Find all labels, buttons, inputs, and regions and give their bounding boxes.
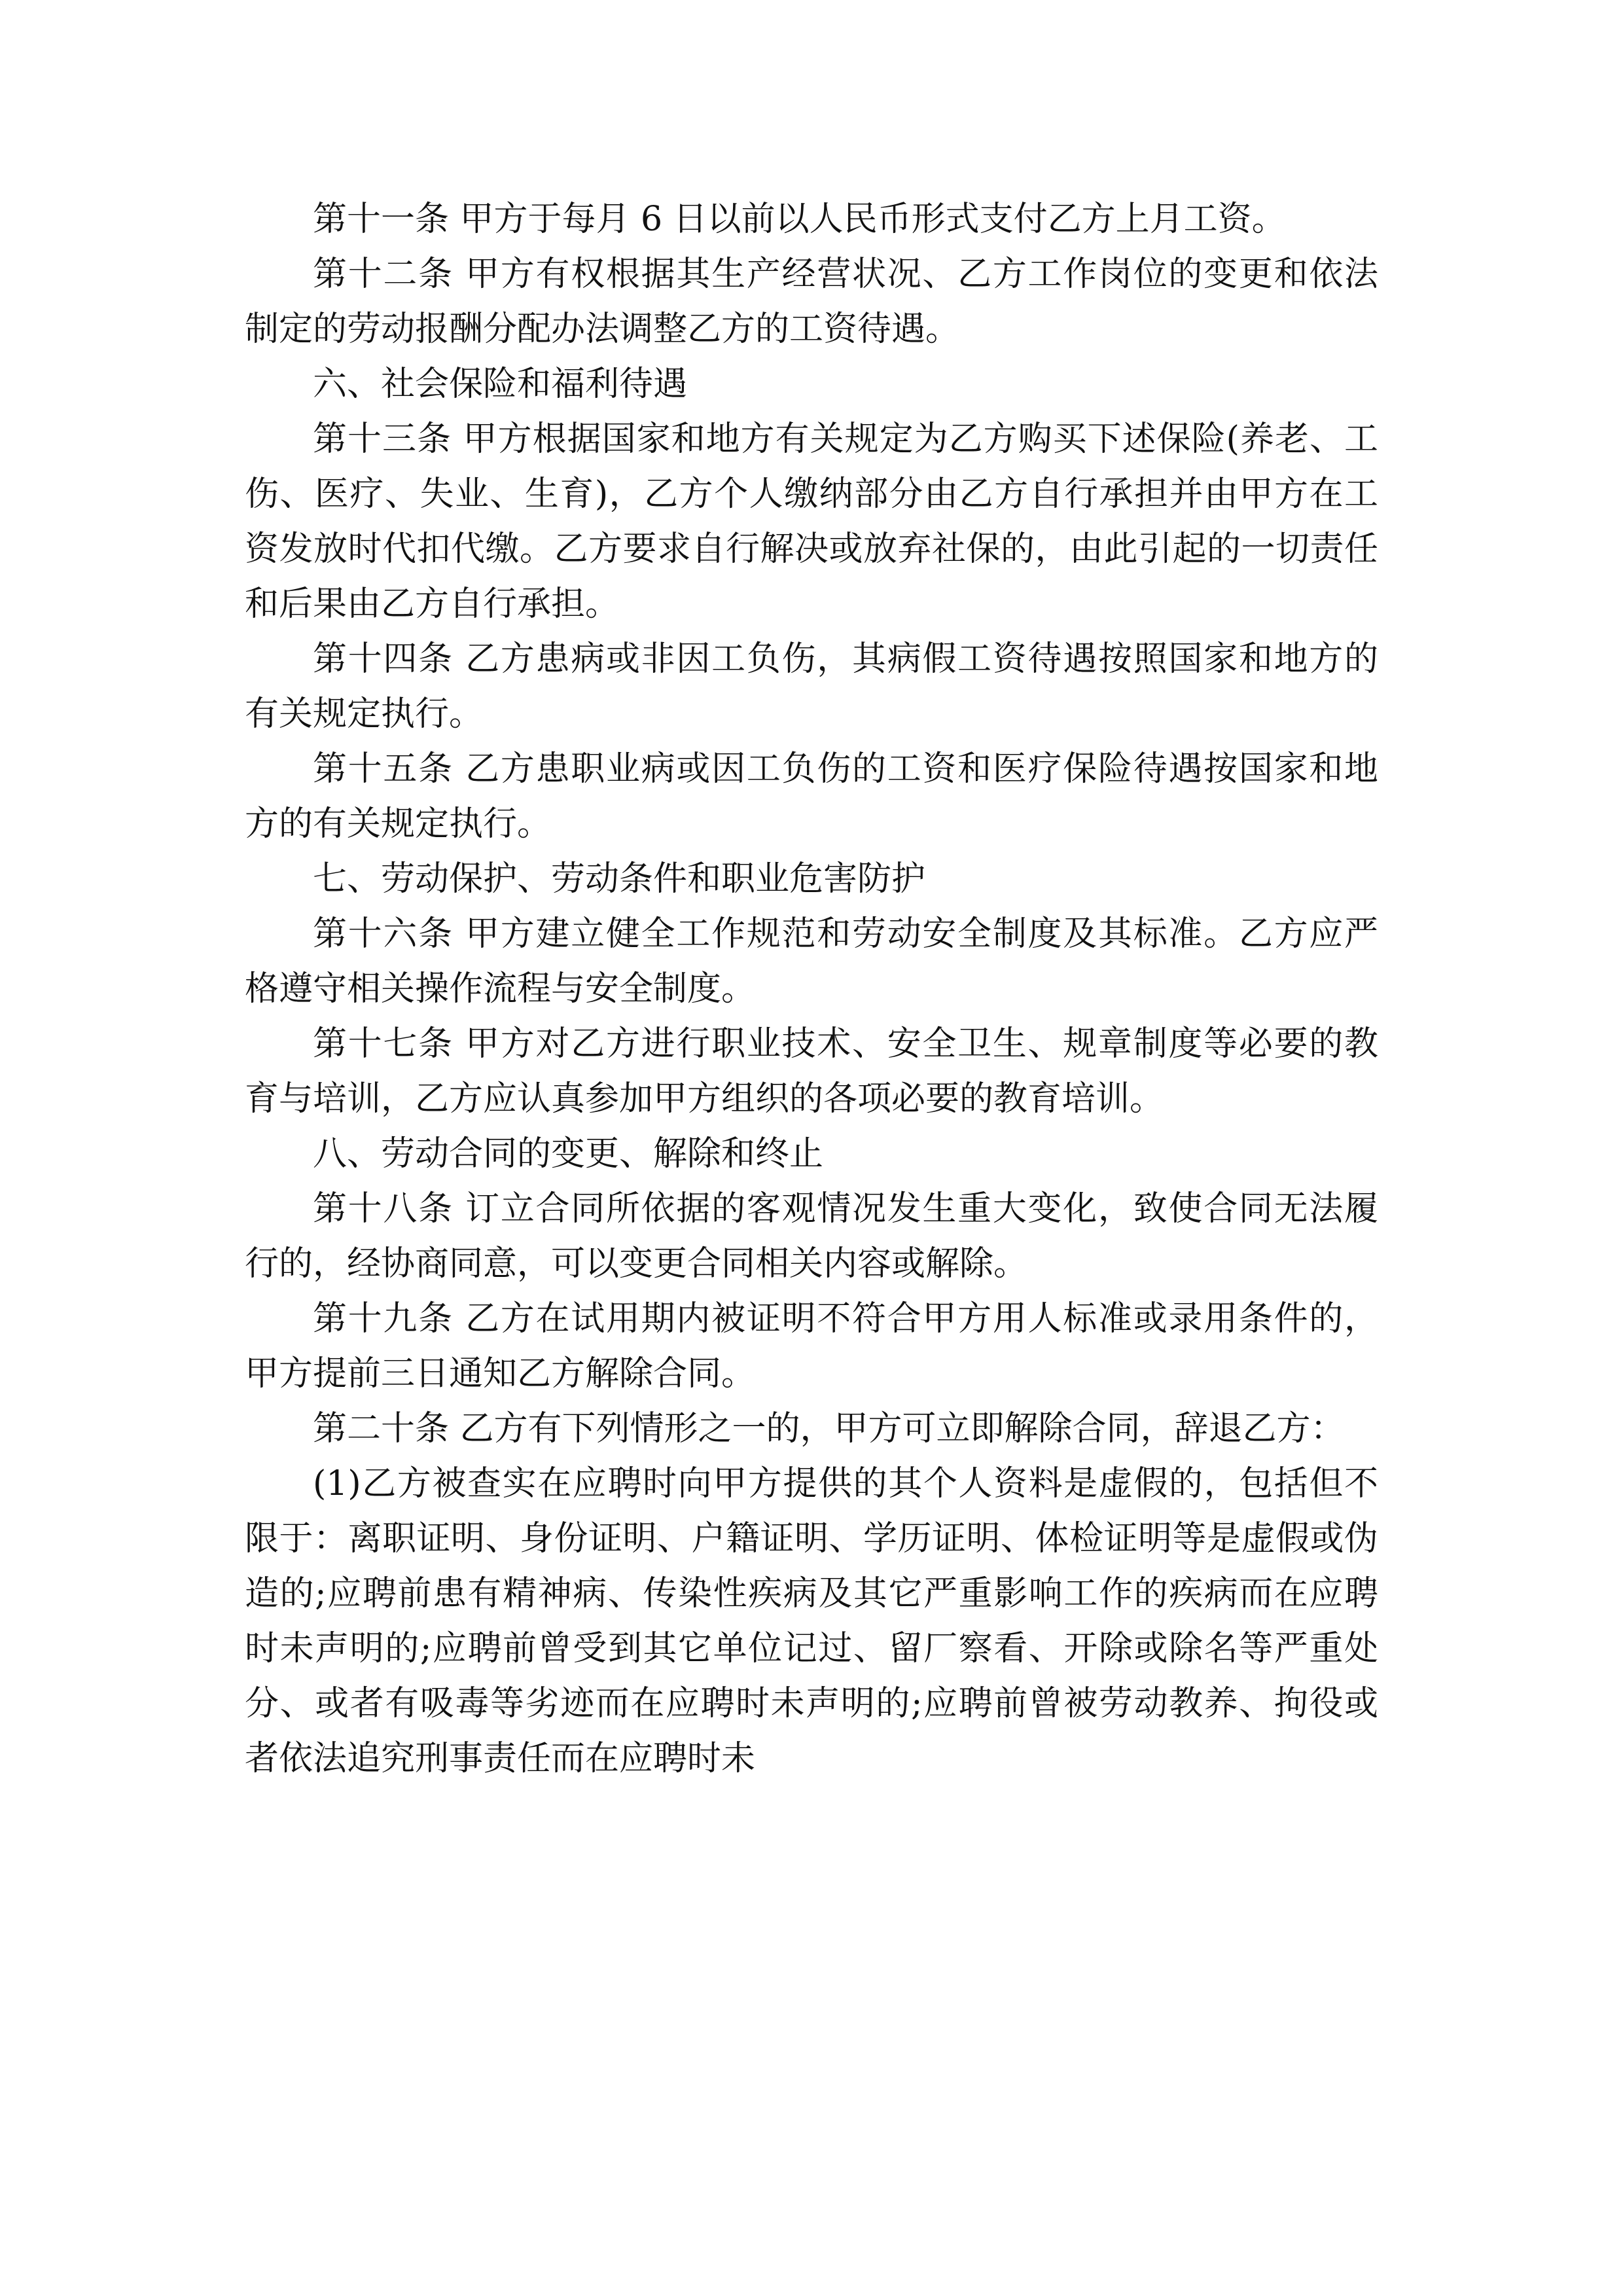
section-heading-6: 六、社会保险和福利待遇 [313, 365, 688, 404]
document-page [245, 192, 1378, 1786]
article-20-item-1: (1)乙方被查实在应聘时向甲方提供的其个人资料是虚假的，包括但不限于：离职证明、身份证明、户籍证明、学历证明、体检证明等是虚假或伪造的;应聘前患有精神病、传染性疾病及其它严重影响工作的疾病而在应聘时未声明的;应聘前曾受到其它单位记过、留厂察看、开除或除名等严重处分、或者有吸毒等劣迹而在应聘时未声明的;应聘前曾被劳动教养、拘役或者依法追究刑事责任而在应聘时未 [245, 1464, 1378, 1778]
article-13: 第十三条 甲方根据国家和地方有关规定为乙方购买下述保险(养老、工伤、医疗、失业、生育)，乙方个人缴纳部分由乙方自行承担并由甲方在工资发放时代扣代缴。乙方要求自行解决或放弃社保的，由此引起的一切责任和后果由乙方自行承担。 [245, 420, 1378, 624]
article-19: 第十九条 乙方在试用期内被证明不符合甲方用人标准或录用条件的，甲方提前三日通知乙方解除合同。 [245, 1299, 1378, 1393]
article-16: 第十六条 甲方建立健全工作规范和劳动安全制度及其标准。乙方应严格遵守相关操作流程与安全制度。 [245, 914, 1378, 1009]
section-heading-7: 七、劳动保护、劳动条件和职业危害防护 [313, 859, 926, 899]
article-18: 第十八条 订立合同所依据的客观情况发生重大变化，致使合同无法履行的，经协商同意，可以变更合同相关内容或解除。 [245, 1189, 1378, 1283]
section-heading-8: 八、劳动合同的变更、解除和终止 [313, 1134, 824, 1174]
article-17: 第十七条 甲方对乙方进行职业技术、安全卫生、规章制度等必要的教育与培训，乙方应认真参加甲方组织的各项必要的教育培训。 [245, 1024, 1378, 1119]
article-11: 第十一条 甲方于每月 6 日以前以人民币形式支付乙方上月工资。 [313, 200, 1286, 239]
article-14: 第十四条 乙方患病或非因工负伤，其病假工资待遇按照国家和地方的有关规定执行。 [245, 639, 1378, 734]
article-12: 第十二条 甲方有权根据其生产经营状况、乙方工作岗位的变更和依法制定的劳动报酬分配办法调整乙方的工资待遇。 [245, 255, 1378, 349]
article-20: 第二十条 乙方有下列情形之一的，甲方可立即解除合同，辞退乙方： [313, 1409, 1345, 1448]
article-15: 第十五条 乙方患职业病或因工负伤的工资和医疗保险待遇按国家和地方的有关规定执行。 [245, 749, 1378, 844]
